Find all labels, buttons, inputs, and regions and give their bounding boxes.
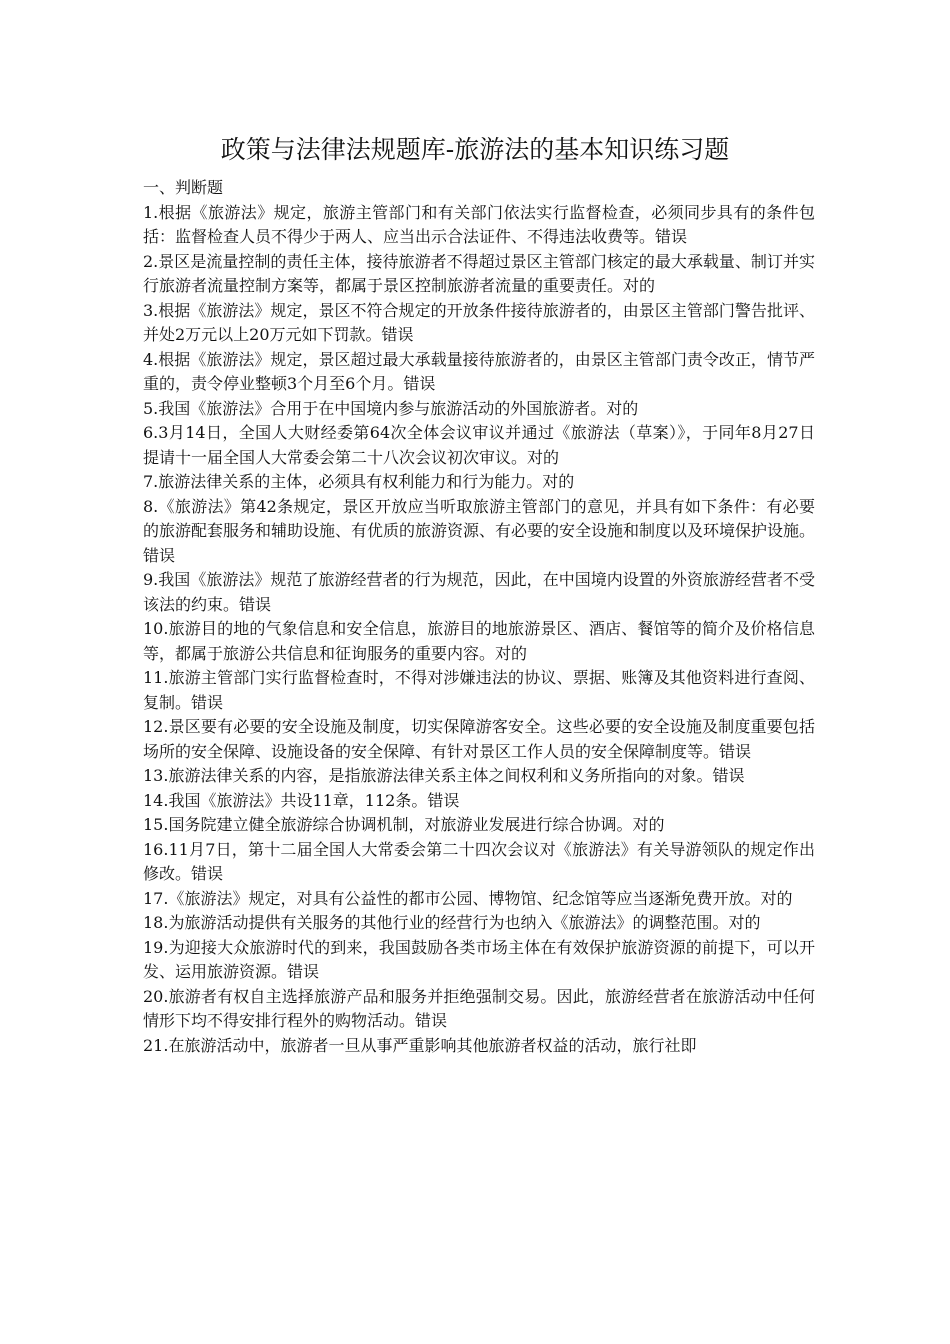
question-item: 18.为旅游活动提供有关服务的其他行业的经营行为也纳入《旅游法》的调整范围。对的 <box>143 913 761 932</box>
question-item: 11.旅游主管部门实行监督检查时，不得对涉嫌违法的协议、票据、账簿及其他资料进行查阅、复制。错误 <box>143 668 815 712</box>
question-item: 21.在旅游活动中，旅游者一旦从事严重影响其他旅游者权益的活动，旅行社即 <box>143 1035 697 1055</box>
question-item: 2.景区是流量控制的责任主体，接待旅游者不得超过景区主管部门核定的最大承载量、制订并实行旅游者流量控制方案等，都属于景区控制旅游者流量的重要责任。对的 <box>143 251 815 295</box>
question-item: 8.《旅游法》第42条规定，景区开放应当听取旅游主管部门的意见，并具有如下条件：有必要的旅游配套服务和辅助设施、有优质的旅游资源、有必要的安全设施和制度以及环境保护设施。错误 <box>143 496 816 565</box>
question-item: 5.我国《旅游法》合用于在中国境内参与旅游活动的外国旅游者。对的 <box>143 398 639 418</box>
question-item: 3.根据《旅游法》规定，景区不符合规定的开放条件接待旅游者的，由景区主管部门警告批评、并处2万元以上20万元如下罚款。错误 <box>143 300 815 344</box>
question-item: 12.景区要有必要的安全设施及制度，切实保障游客安全。这些必要的安全设施及制度重要包括场所的安全保障、设施设备的安全保障、有针对景区工作人员的安全保障制度等。错误 <box>143 717 815 761</box>
question-item: 19.为迎接大众旅游时代的到来，我国鼓励各类市场主体在有效保护旅游资源的前提下，可以开发、运用旅游资源。错误 <box>143 937 815 981</box>
document-body <box>143 176 815 1058</box>
section-heading: 一、判断题 <box>143 178 224 197</box>
question-item: 4.根据《旅游法》规定，景区超过最大承载量接待旅游者的，由景区主管部门责令改正，情节严重的，责令停业整顿3个月至6个月。错误 <box>143 349 815 393</box>
question-item: 15.国务院建立健全旅游综合协调机制，对旅游业发展进行综合协调。对的 <box>143 815 665 834</box>
question-item: 17.《旅游法》规定，对具有公益性的都市公园、博物馆、纪念馆等应当逐渐免费开放。对的 <box>143 888 793 908</box>
question-item: 20.旅游者有权自主选择旅游产品和服务并拒绝强制交易。因此，旅游经营者在旅游活动中任何情形下均不得安排行程外的购物活动。错误 <box>143 986 815 1030</box>
question-item: 14.我国《旅游法》共设11章，112条。错误 <box>143 790 460 810</box>
question-item: 1.根据《旅游法》规定，旅游主管部门和有关部门依法实行监督检查，必须同步具有的条件包括：监督检查人员不得少于两人、应当出示合法证件、不得违法收费等。错误 <box>143 202 815 246</box>
question-item: 10.旅游目的地的气象信息和安全信息，旅游目的地旅游景区、酒店、餐馆等的简介及价格信息等，都属于旅游公共信息和征询服务的重要内容。对的 <box>143 619 815 663</box>
question-item: 7.旅游法律关系的主体，必须具有权利能力和行为能力。对的 <box>143 472 575 491</box>
question-item: 16.11月7日，第十二届全国人大常委会第二十四次会议对《旅游法》有关导游领队的规定作出修改。错误 <box>143 839 815 883</box>
question-item: 13.旅游法律关系的内容，是指旅游法律关系主体之间权利和义务所指向的对象。错误 <box>143 766 745 785</box>
question-item: 9.我国《旅游法》规范了旅游经营者的行为规范，因此，在中国境内设置的外资旅游经营者不受该法的约束。错误 <box>143 570 815 614</box>
question-item: 6.3月14日，全国人大财经委第64次全体会议审议并通过《旅游法（草案）》，于同年8月27日提请十一届全国人大常委会第二十八次会议初次审议。对的 <box>143 423 815 467</box>
document-title: 政策与法律法规题库-旅游法的基本知识练习题 <box>220 135 730 164</box>
